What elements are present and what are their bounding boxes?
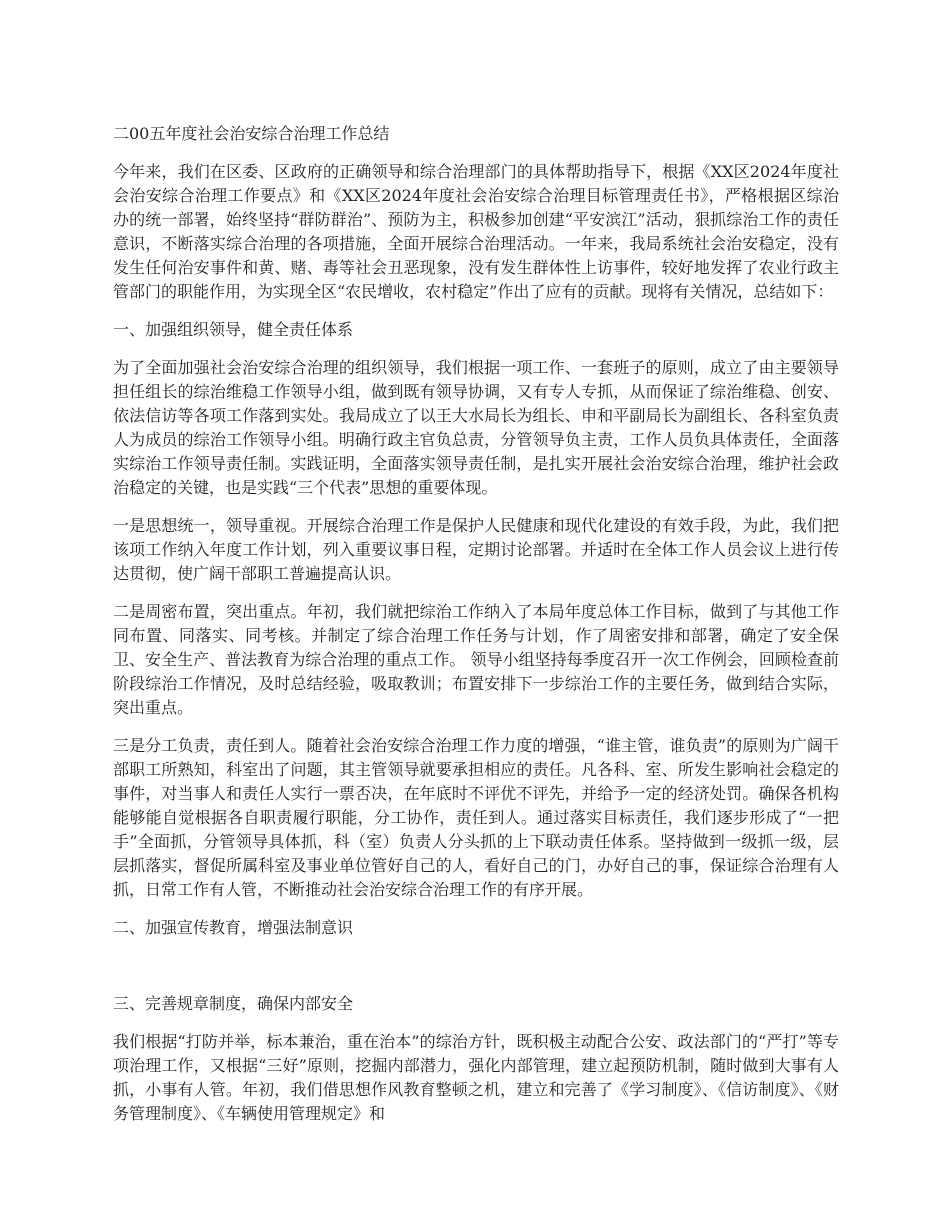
section-heading-2: 二、加强宣传教育，增强法制意识 (113, 918, 354, 937)
paragraph-intro: 今年来，我们在区委、区政府的正确领导和综合治理部门的具体帮助指导下，根据《XX区2024年度社会治安综合治理工作要点》和《XX区2024年度社会治安综合治理目标管理责任书》，严格根据区综治办的统一部署，始终坚持“群防群治”、预防为主，积极参加创建“平安滨江”活动，狠抓综治工作的责任意识，不断落实综合治理的各项措施，全面开展综合治理活动。一年来，我局系统社会治安稳定，没有发生任何治安事件和黄、赌、毒等社会丑恶现象，没有发生群体性上访事件，较好地发挥了农业行政主管部门的职能作用，为实现全区“农民增收，农村稳定”作出了应有的贡献。现将有关情况，总结如下： (113, 162, 839, 301)
paragraph-regulations: 我们根据“打防并举，标本兼治，重在治本”的综治方针，既积极主动配合公安、政法部门的“严打”等专项治理工作，又根据“三好”原则，挖掘内部潜力，强化内部管理，建立起预防机制，随时做到大事有人抓，小事有人管。年初，我们借思想作风教育整顿之机，建立和完善了《学习制度》、《信访制度》、《财务管理制度》、《车辆使用管理规定》和 (113, 1032, 839, 1123)
section-heading-1: 一、加强组织领导，健全责任体系 (113, 320, 354, 339)
document-page (113, 122, 839, 1140)
paragraph-point-2: 二是周密布置，突出重点。年初，我们就把综治工作纳入了本局年度总体工作目标，做到了与其他工作同布置、同落实、同考核。并制定了综合治理工作任务与计划，作了周密安排和部署，确定了安全保卫、安全生产、普法教育为综合治理的重点工作。 领导小组坚持每季度召开一次工作例会，回顾检查前阶段综治工作情况，及时总结经验，吸取教训；布置安排下一步综治工作的主要任务，做到结合实际，突出重点。 (113, 602, 839, 717)
paragraph-point-1: 一是思想统一，领导重视。开展综合治理工作是保护人民健康和现代化建设的有效手段，为此，我们把该项工作纳入年度工作计划，列入重要议事日程，定期讨论部署。并适时在全体工作人员会议上进行传达贯彻，使广阔干部职工普遍提高认识。 (113, 516, 839, 583)
paragraph-point-3: 三是分工负责，责任到人。随着社会治安综合治理工作力度的增强，“谁主管，谁负责”的原则为广阔干部职工所熟知，科室出了问题，其主管领导就要承担相应的责任。凡各科、室、所发生影响社会稳定的事件，对当事人和责任人实行一票否决，在年底时不评优不评先，并给予一定的经济处罚。确保各机构能够能自觉根据各自职责履行职能，分工协作，责任到人。通过落实目标责任，我们逐步形成了“一把手”全面抓，分管领导具体抓，科（室）负责人分头抓的上下联动责任体系。坚持做到一级抓一级，层层抓落实，督促所属科室及事业单位管好自己的人，看好自己的门，办好自己的事，保证综合治理有人抓，日常工作有人管，不断推动社会治安综合治理工作的有序开展。 (113, 736, 839, 899)
document-title: 二00五年度社会治安综合治理工作总结 (113, 124, 390, 143)
paragraph-organization: 为了全面加强社会治安综合治理的组织领导，我们根据一项工作、一套班子的原则，成立了由主要领导担任组长的综治维稳工作领导小组，做到既有领导协调，又有专人专抓，从而保证了综治维稳、创安、依法信访等各项工作落到实处。我局成立了以王大水局长为组长、申和平副局长为副组长、各科室负责人为成员的综治工作领导小组。明确行政主官负总责，分管领导负主责，工作人员负具体责任，全面落实综治工作领导责任制。实践证明，全面落实领导责任制，是扎实开展社会治安综合治理，维护社会政治稳定的关键，也是实践“三个代表”思想的重要体现。 (113, 358, 839, 497)
blank-gap (113, 954, 839, 992)
section-heading-3: 三、完善规章制度，确保内部安全 (113, 994, 354, 1013)
